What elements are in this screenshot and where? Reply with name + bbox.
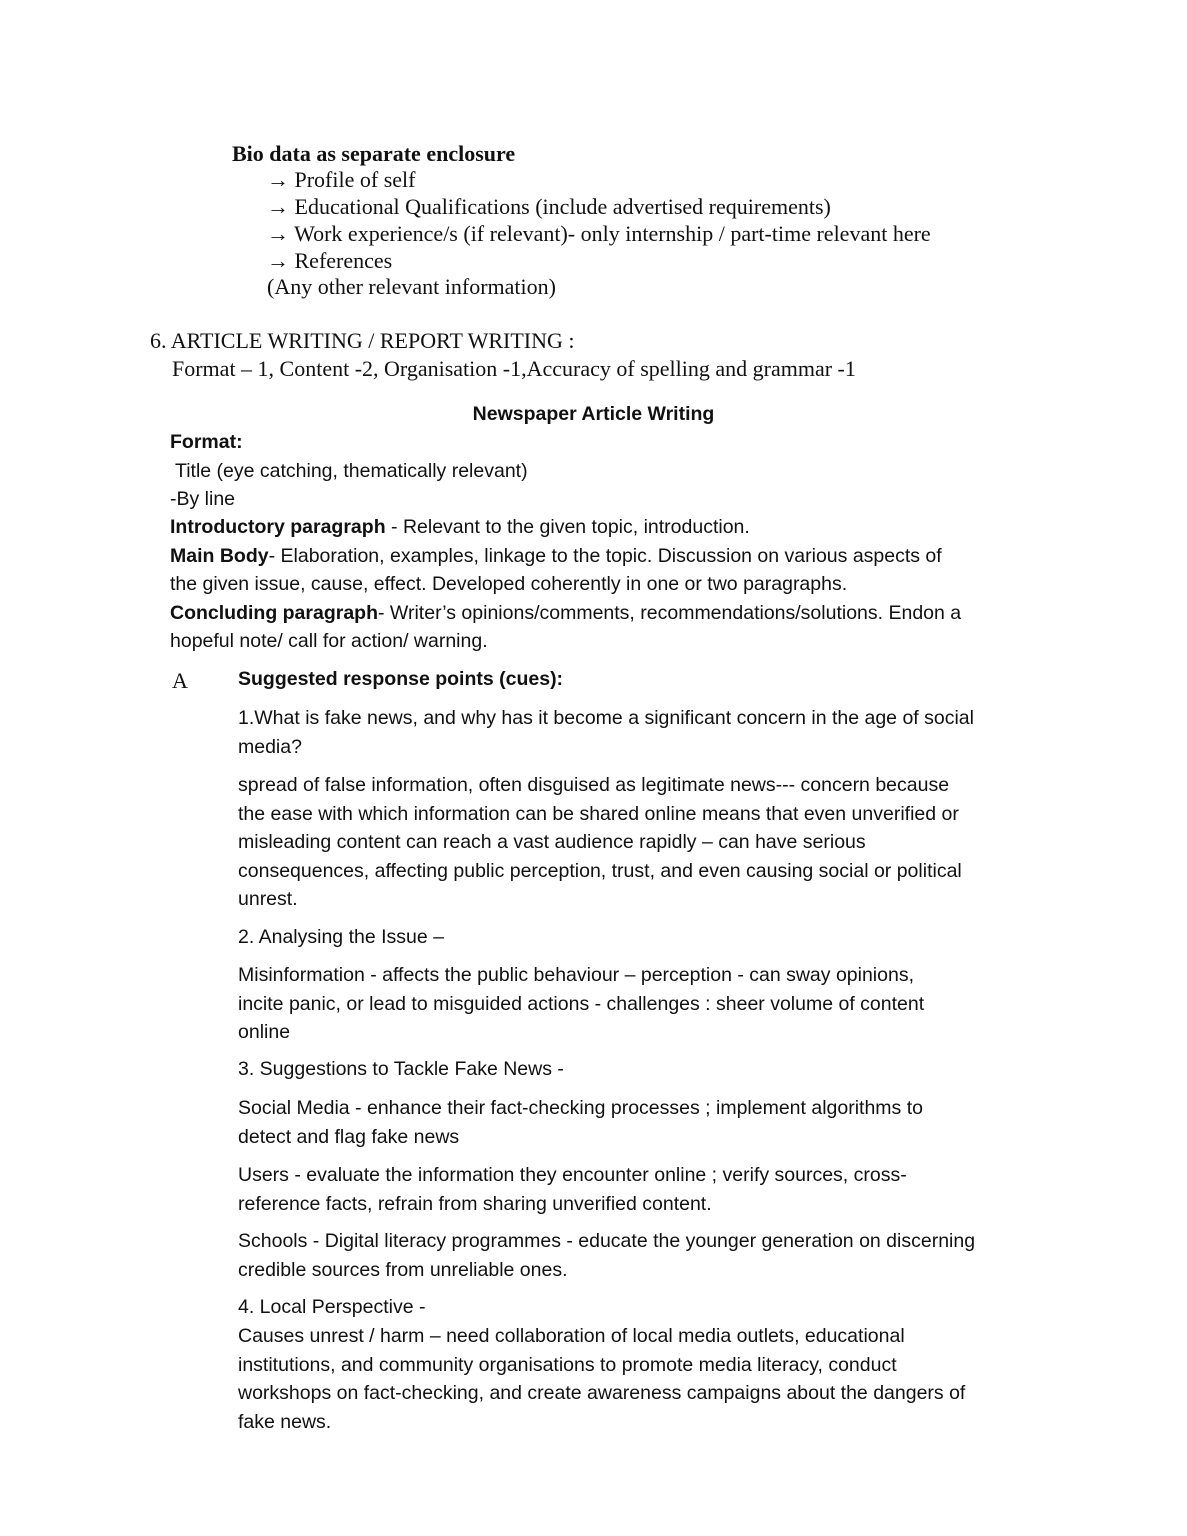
bio-heading: Bio data as separate enclosure <box>232 141 516 166</box>
text-line: reference facts, refrain from sharing unverified content. <box>238 1192 712 1215</box>
bio-item: → References <box>267 248 393 273</box>
text-line: online <box>238 1021 291 1043</box>
cue-answer-2 <box>238 961 924 1047</box>
text-line: Schools - Digital literacy programmes - educate the younger generation on discerning <box>238 1230 976 1252</box>
format-byline: -By line <box>170 488 236 510</box>
section-title: 6. ARTICLE WRITING / REPORT WRITING : <box>150 328 575 353</box>
text-line: Causes unrest / harm – need collaboration of local media outlets, educational <box>238 1325 905 1347</box>
bio-item: → Educational Qualifications (include advertised requirements) <box>267 194 831 219</box>
text-line: misleading content can reach a vast audience rapidly – can have serious <box>238 831 866 853</box>
text-line: media? <box>238 735 302 758</box>
text-line: spread of false information, often disguised as legitimate news--- concern because <box>238 774 950 796</box>
cue-answer-3-users <box>238 1161 907 1218</box>
question-marker: A <box>172 668 188 693</box>
text-line: Social Media - enhance their fact-checking processes ; implement algorithms to <box>238 1097 923 1119</box>
format-title-line: Title (eye catching, thematically relevant) <box>175 460 528 482</box>
concluding-label: Concluding paragraph <box>170 602 379 624</box>
bio-item: → Work experience/s (if relevant)- only internship / part-time relevant here <box>267 221 931 246</box>
cue-answer-3-schools <box>238 1227 975 1284</box>
main-body-label: Main Body <box>170 545 269 567</box>
cue-question-2: 2. Analysing the Issue – <box>238 926 444 948</box>
text-line: the ease with which information can be shared online means that even unverified or <box>238 802 959 825</box>
text-line: detect and flag fake news <box>238 1125 460 1148</box>
cue-question-3: 3. Suggestions to Tackle Fake News - <box>238 1058 564 1080</box>
text-line: credible sources from unreliable ones. <box>238 1258 568 1281</box>
main-body-text: - Elaboration, examples, linkage to the topic. Discussion on various aspects of <box>268 545 942 567</box>
bio-item: → Profile of self <box>267 167 416 192</box>
cue-question-1 <box>238 704 974 761</box>
cue-answer-4 <box>238 1322 965 1436</box>
text-line: consequences, affecting public perception, trust, and even causing social or political <box>238 859 962 882</box>
cue-question-4: 4. Local Perspective - <box>238 1296 426 1318</box>
concluding-line <box>170 602 961 625</box>
text-line: Misinformation - affects the public behaviour – perception - can sway opinions, <box>238 964 914 986</box>
intro-paragraph <box>170 516 750 539</box>
bio-item: (Any other relevant information) <box>267 274 556 299</box>
marks-breakdown: Format – 1, Content -2, Organisation -1,Accuracy of spelling and grammar -1 <box>172 356 856 381</box>
intro-text: - Relevant to the given topic, introduction. <box>385 516 750 538</box>
text-line: institutions, and community organisations to promote media literacy, conduct <box>238 1353 897 1376</box>
concluding-line: hopeful note/ call for action/ warning. <box>170 630 488 652</box>
text-line: 1.What is fake news, and why has it become a significant concern in the age of social <box>238 707 974 729</box>
main-body-line <box>170 545 942 568</box>
text-line: fake news. <box>238 1410 332 1433</box>
main-body-line: the given issue, cause, effect. Developed coherently in one or two paragraphs. <box>170 573 848 595</box>
cue-answer-3-social <box>238 1094 923 1151</box>
text-line: incite panic, or lead to misguided actions - challenges : sheer volume of content <box>238 992 925 1015</box>
text-line: unrest. <box>238 888 298 910</box>
text-line: Users - evaluate the information they encounter online ; verify sources, cross- <box>238 1164 907 1186</box>
cues-heading: Suggested response points (cues): <box>238 668 564 690</box>
cue-answer-1 <box>238 771 962 914</box>
article-title: Newspaper Article Writing <box>472 403 715 425</box>
text-line: workshops on fact-checking, and create awareness campaigns about the dangers of <box>238 1382 966 1404</box>
format-label: Format: <box>170 431 243 453</box>
intro-label: Introductory paragraph <box>170 516 386 538</box>
concluding-text: - Writer’s opinions/comments, recommendations/solutions. Endon a <box>378 602 962 624</box>
